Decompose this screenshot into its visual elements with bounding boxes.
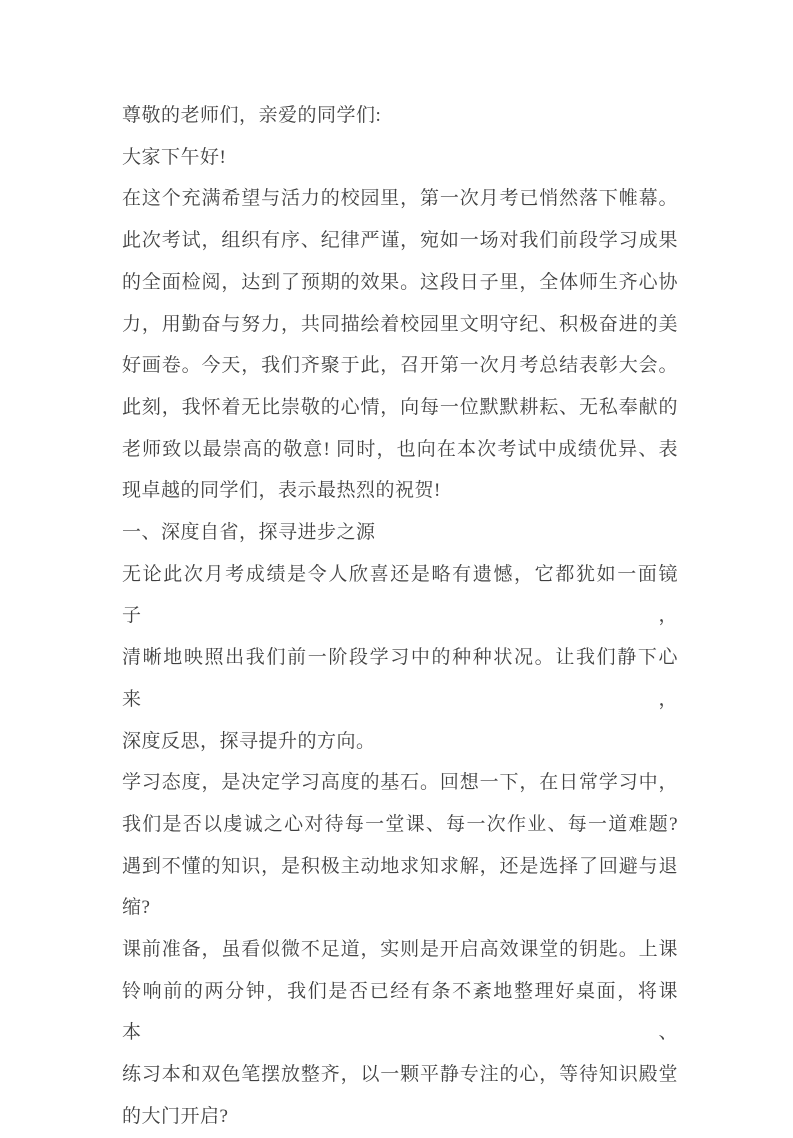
text-line: 老师致以最崇高的敬意! 同时，也向在本次考试中成绩优异、表	[122, 438, 678, 460]
text-line: 缩?	[122, 897, 151, 919]
salutation-line: 尊敬的老师们，亲爱的同学们:	[122, 105, 382, 126]
text-line: 遇到不懂的知识，是积极主动地求知求解，还是选择了回避与退	[122, 855, 678, 877]
text-line: 的全面检阅，达到了预期的效果。这段日子里，全体师生齐心协	[122, 271, 678, 293]
text-line: 深度反思，探寻提升的方向。	[122, 730, 376, 752]
text-line: 铃响前的两分钟，我们是否已经有条不紊地整理好桌面，将课本、	[122, 980, 678, 1044]
section-heading: 一、深度自省，探寻进步之源	[122, 522, 376, 544]
text-line: 我们是否以虔诚之心对待每一堂课、每一次作业、每一道难题?	[122, 813, 678, 835]
greeting-line: 大家下午好!	[122, 146, 227, 168]
text-line: 此刻，我怀着无比崇敬的心情，向每一位默默耕耘、无私奉献的	[122, 396, 678, 418]
text-line: 在这个充满希望与活力的校园里，第一次月考已悄然落下帷幕。	[122, 188, 678, 210]
text-line: 练习本和双色笔摆放整齐，以一颗平静专注的心，等待知识殿堂	[122, 1064, 678, 1086]
text-line: 力，用勤奋与努力，共同描绘着校园里文明守纪、积极奋进的美	[122, 313, 678, 335]
text-line: 好画卷。今天，我们齐聚于此，召开第一次月考总结表彰大会。	[122, 355, 678, 377]
text-line: 学习态度，是决定学习高度的基石。回想一下，在日常学习中，	[122, 772, 678, 794]
text-line: 现卓越的同学们，表示最热烈的祝贺!	[122, 480, 441, 502]
text-line: 此次考试，组织有序、纪律严谨，宛如一场对我们前段学习成果	[122, 230, 678, 252]
text-line: 无论此次月考成绩是令人欣喜还是略有遗憾，它都犹如一面镜子，	[122, 563, 678, 627]
text-line: 的大门开启?	[122, 1105, 229, 1127]
text-line: 清晰地映照出我们前一阶段学习中的种种状况。让我们静下心来，	[122, 647, 678, 710]
text-line: 课前准备，虽看似微不足道，实则是开启高效课堂的钥匙。上课	[122, 939, 678, 961]
